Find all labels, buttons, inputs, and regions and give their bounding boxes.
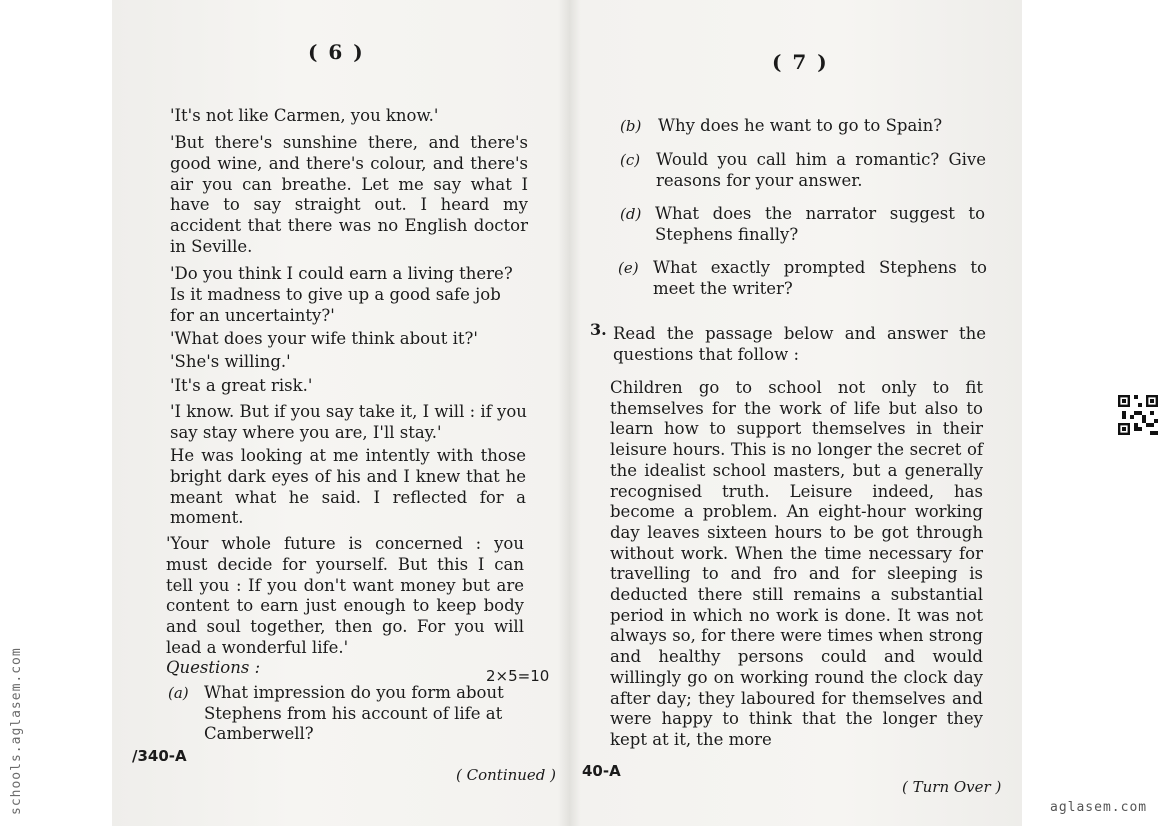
left-paragraph-9: 'Your whole future is concerned : you must decide for yourself. But this I can tell you : If you don't want money but are content to earn just enough to keep body and soul together, then go. For you will lead a wonderful life.': [166, 534, 524, 657]
question-c-text: Would you call him a romantic? Give reasons for your answer.: [656, 150, 986, 190]
left-paper-code: /340-A: [132, 747, 187, 765]
left-paragraph-2: 'But there's sunshine there, and there's good wine, and there's colour, and there's air you can breathe. Let me say what I have to say straight out. I heard my accident that there was no English doctor in Seville.: [170, 133, 528, 256]
marks-label: 2×5=10: [486, 667, 550, 685]
left-paragraph-7: 'I know. But if you say take it, I will : if you say stay where you are, I'll stay.': [170, 402, 527, 442]
question-d-label: (d): [620, 205, 642, 223]
question-e-label: (e): [618, 259, 639, 277]
turn-over-label: ( Turn Over ): [902, 778, 1002, 796]
question-a-text: What impression do you form about Stephens from his account of life at Camberwell?: [204, 683, 504, 743]
continued-label: ( Continued ): [456, 766, 557, 784]
right-paper-code: 40-A: [582, 762, 621, 780]
question-c-label: (c): [620, 151, 641, 169]
left-paragraph-1: 'It's not like Carmen, you know.': [170, 106, 439, 125]
left-paragraph-5: 'She's willing.': [170, 352, 291, 371]
left-paragraph-4: 'What does your wife think about it?': [170, 329, 478, 348]
questions-label: Questions :: [166, 658, 261, 677]
right-page-number: ( 7 ): [772, 50, 829, 74]
question-e-text: What exactly prompted Stephens to meet the writer?: [653, 258, 987, 298]
qr-code-icon: [1118, 395, 1158, 435]
passage: Children go to school not only to fit themselves for the work of life but also to learn how to support themselves in their leisure hours. This is no longer the secret of the idealist school masters, but a generally recognised truth. Leisure indeed, has become a problem. An eight-hour working day leaves sixteen hours to be got through without work. When the time necessary for travelling to and fro and for sleeping is deducted there still remains a substantial period in which no work is done. It was not always so, for there were times when strong and healthy persons could and would willingly go on working round the clock day after day; they laboured for themselves and were happy to think that the longer they kept at it, the more: [610, 378, 983, 749]
question-3-text: Read the passage below and answer the questions that follow :: [613, 324, 986, 364]
question-b-text: Why does he want to go to Spain?: [658, 116, 943, 135]
question-a-label: (a): [168, 684, 189, 702]
corner-watermark: aglasem.com: [1050, 800, 1148, 815]
question-d-text: What does the narrator suggest to Stephens finally?: [655, 204, 985, 244]
question-b-label: (b): [620, 117, 642, 135]
left-paragraph-3: 'Do you think I could earn a living there? Is it madness to give up a good safe job for an uncertainty?': [170, 264, 513, 325]
left-page-number: ( 6 ): [308, 40, 365, 64]
side-watermark: schools.aglasem.com: [9, 647, 24, 815]
question-3-number: 3.: [590, 320, 607, 339]
left-paragraph-8: He was looking at me intently with those bright dark eyes of his and I knew that he meant what he said. I reflected for a moment.: [170, 446, 526, 528]
left-paragraph-6: 'It's a great risk.': [170, 376, 313, 395]
